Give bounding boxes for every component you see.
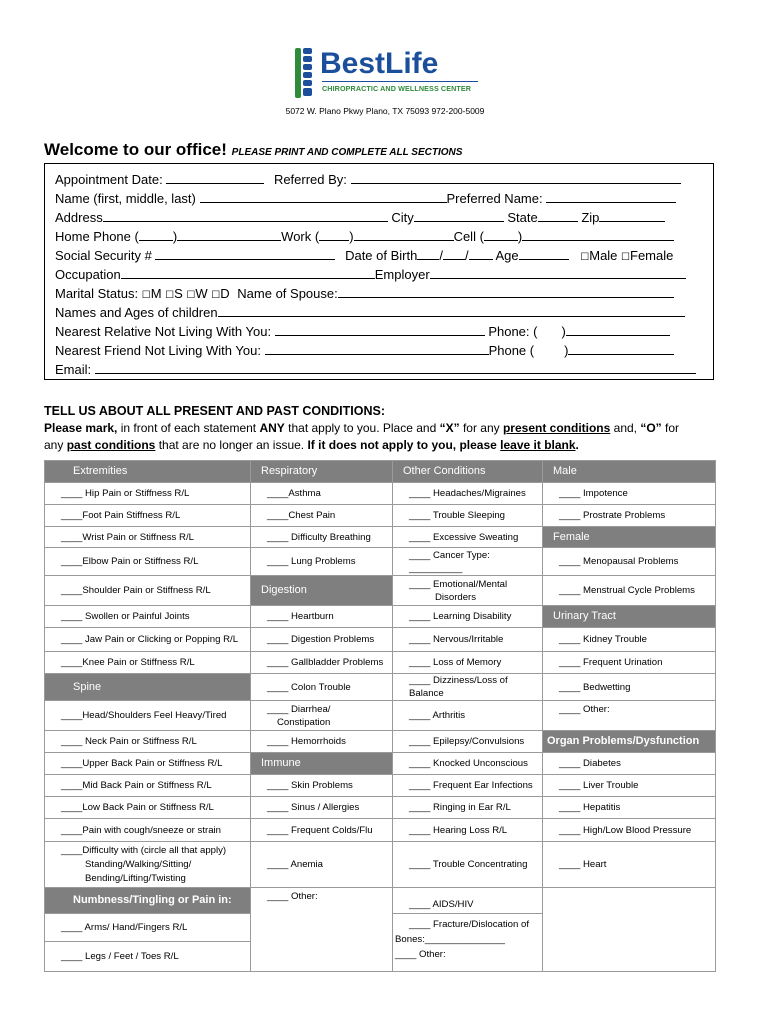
empty-cell (543, 888, 716, 972)
condition-fracture-line2: Bones:_______________ (395, 934, 505, 945)
table-row (45, 674, 716, 701)
referred-by-label: Referred By: (273, 172, 347, 187)
header-extremities: Extremities (45, 461, 251, 483)
header-respiratory: Respiratory (251, 461, 393, 483)
row-name (55, 190, 676, 207)
age-field[interactable] (519, 247, 569, 260)
condition-liver[interactable]: ____ Liver Trouble (543, 775, 716, 797)
header-numbness: Numbness/Tingling or Pain in: (45, 888, 251, 914)
condition-wrist[interactable]: ____Wrist Pain or Stiffness R/L (45, 527, 251, 548)
address-field[interactable] (103, 209, 388, 222)
marital-s-checkbox[interactable]: ☐ (165, 290, 175, 301)
work-area-field[interactable] (319, 228, 349, 241)
condition-sinus[interactable]: ____ Sinus / Allergies (251, 797, 393, 819)
city-label: City (391, 210, 414, 225)
header-spine: Spine (45, 674, 251, 701)
condition-ear-infections[interactable]: ____ Frequent Ear Infections (393, 775, 543, 797)
condition-foot[interactable]: ____Foot Pain Stiffness R/L (45, 505, 251, 527)
marital-status-label: Marital Status: (55, 286, 139, 301)
table-row (45, 753, 716, 775)
welcome-instruction: PLEASE PRINT AND COMPLETE ALL SECTIONS (231, 147, 463, 158)
condition-colds[interactable]: ____ Frequent Colds/Flu (251, 819, 393, 842)
address-label: Address (55, 210, 103, 225)
condition-impotence[interactable]: ____ Impotence (543, 483, 716, 505)
male-checkbox[interactable]: ☐ (580, 252, 590, 263)
patient-info-box (44, 163, 714, 380)
instr-past-conditions: past conditions (66, 438, 156, 452)
condition-kidney[interactable]: ____ Kidney Trouble (543, 628, 716, 652)
instr-blank-note: If it does not apply to you, please (307, 438, 501, 452)
instr-text-1: in front of each statement (117, 421, 260, 435)
table-row (45, 548, 716, 576)
conditions-table (44, 460, 716, 972)
header-digestion: Digestion (251, 576, 393, 606)
condition-epilepsy[interactable]: ____ Epilepsy/Convulsions (393, 731, 543, 753)
condition-learning[interactable]: ____ Learning Disability (393, 606, 543, 628)
condition-legs[interactable]: ____ Legs / Feet / Toes R/L (45, 942, 251, 972)
children-label: Names and Ages of children (55, 305, 218, 320)
dob-month-field[interactable] (417, 247, 439, 260)
dob-year-field[interactable] (469, 247, 493, 260)
condition-difficulty-line1: ____Difficulty with (circle all that apply) (61, 844, 227, 856)
instr-period: . (575, 438, 579, 452)
email-label: Email: (55, 362, 92, 377)
office-address: 5072 W. Plano Pkwy Plano, TX 75093 972-200-5009 (285, 106, 485, 116)
table-row (45, 888, 716, 914)
row-relative: Nearest Relative Not Living With You: Phone: ( ) (55, 323, 670, 340)
marital-d-checkbox[interactable]: ☐ (211, 290, 221, 301)
relative-field[interactable] (275, 323, 485, 336)
table-row (45, 628, 716, 652)
name-label: Name (first, middle, last) (55, 191, 196, 206)
condition-hepatitis[interactable]: ____ Hepatitis (543, 797, 716, 819)
table-row (45, 606, 716, 628)
ssn-field[interactable] (155, 247, 335, 260)
condition-sweating[interactable]: ____ Excessive Sweating (393, 527, 543, 548)
table-row (45, 576, 716, 606)
referred-by-field[interactable] (351, 171, 681, 184)
instr-text-7: that are no longer an issue. (155, 438, 308, 452)
condition-aids[interactable]: ____ AIDS/HIV (393, 888, 543, 914)
condition-hemorrhoids[interactable]: ____ Hemorrhoids (251, 731, 393, 753)
friend-label: Nearest Friend Not Living With You: (55, 343, 261, 358)
zip-field[interactable] (599, 209, 665, 222)
condition-lung[interactable]: ____ Lung Problems (251, 548, 393, 576)
header-other-conditions: Other Conditions (393, 461, 543, 483)
marital-w-checkbox[interactable]: ☐ (186, 290, 196, 301)
row-children (55, 304, 685, 321)
condition-concentrating[interactable]: ____ Trouble Concentrating (393, 842, 543, 888)
condition-cough[interactable]: ____Pain with cough/sneeze or strain (45, 819, 251, 842)
row-ssn: Social Security # Date of Birth / / Age ☐Male ☐Female (55, 248, 674, 263)
condition-fracture[interactable] (393, 914, 543, 972)
condition-fracture-line1: ____ Fracture/Dislocation of (409, 919, 529, 930)
row-address (55, 209, 665, 226)
condition-jaw[interactable]: ____ Jaw Pain or Clicking or Popping R/L (45, 628, 251, 652)
work-phone-field[interactable] (354, 228, 454, 241)
spouse-label: Name of Spouse: (237, 286, 338, 301)
conditions-title: TELL US ABOUT ALL PRESENT AND PAST CONDITIONS: (44, 404, 385, 418)
condition-diabetes[interactable]: ____ Diabetes (543, 753, 716, 775)
condition-head-shoulders[interactable]: ____Head/Shoulders Feel Heavy/Tired (45, 701, 251, 731)
condition-unconscious[interactable]: ____ Knocked Unconscious (393, 753, 543, 775)
condition-anemia[interactable]: ____ Anemia (251, 842, 393, 888)
condition-diarrhea-line1: ____ Diarrhea/ (267, 703, 331, 715)
home-area-field[interactable] (139, 228, 173, 241)
employer-label: Employer (374, 267, 430, 282)
condition-menstrual[interactable]: ____ Menstrual Cycle Problems (543, 576, 716, 606)
welcome-heading (44, 140, 462, 160)
instr-text-6: any (44, 438, 67, 452)
cell-phone-field[interactable] (522, 228, 674, 241)
condition-shoulder[interactable]: ____Shoulder Pain or Stiffness R/L (45, 576, 251, 606)
row-friend: Nearest Friend Not Living With You: Phone ( ) (55, 342, 674, 359)
table-row (45, 775, 716, 797)
header-immune: Immune (251, 753, 393, 775)
instr-text-4: and, (610, 421, 641, 435)
relative-phone-label: Phone: ( (488, 324, 538, 339)
condition-menopausal[interactable]: ____ Menopausal Problems (543, 548, 716, 576)
male-label: Male (589, 248, 618, 263)
preferred-name-label: Preferred Name: (446, 191, 543, 206)
condition-low-back[interactable]: ____Low Back Pain or Stiffness R/L (45, 797, 251, 819)
table-row (45, 461, 716, 483)
zip-label: Zip (581, 210, 600, 225)
condition-asthma[interactable]: ____Asthma (251, 483, 393, 505)
table-row (45, 701, 716, 731)
conditions-instruction-line1 (44, 421, 679, 435)
condition-other-immune[interactable]: ____ Other: (251, 888, 393, 972)
conditions-instruction-line2 (44, 438, 579, 452)
condition-colon[interactable]: ____ Colon Trouble (251, 674, 393, 701)
logo-name: BestLife (320, 47, 439, 80)
occupation-label: Occupation (55, 267, 121, 282)
condition-heartburn[interactable]: ____ Heartburn (251, 606, 393, 628)
condition-arms[interactable]: ____ Arms/ Hand/Fingers R/L (45, 914, 251, 942)
marital-m-label: M (150, 286, 162, 301)
condition-breathing[interactable]: ____ Difficulty Breathing (251, 527, 393, 548)
instr-text-2: that apply to you. Place and (284, 421, 440, 435)
condition-knee[interactable]: ____Knee Pain or Stiffness R/L (45, 652, 251, 674)
female-checkbox[interactable]: ☐ (621, 252, 631, 263)
condition-arthritis[interactable]: ____ Arthritis (393, 701, 543, 731)
condition-neck[interactable]: ____ Neck Pain or Stiffness R/L (45, 731, 251, 753)
table-row (45, 505, 716, 527)
cell-area-field[interactable] (484, 228, 518, 241)
condition-hearing[interactable]: ____ Hearing Loss R/L (393, 819, 543, 842)
condition-sleeping[interactable]: ____ Trouble Sleeping (393, 505, 543, 527)
table-row (45, 652, 716, 674)
condition-digestion-problems[interactable]: ____ Digestion Problems (251, 628, 393, 652)
marital-m-checkbox[interactable]: ☐ (141, 290, 151, 301)
condition-bedwetting[interactable]: ____ Bedwetting (543, 674, 716, 701)
row-phones: Home Phone ( ) Work ( ) Cell ( ) (55, 228, 674, 245)
condition-nervous[interactable]: ____ Nervous/Irritable (393, 628, 543, 652)
row-email (55, 361, 696, 378)
home-phone-field[interactable] (177, 228, 281, 241)
condition-diarrhea-line2: Constipation (277, 716, 331, 728)
instr-leave-blank: leave it blank (500, 438, 576, 452)
header-urinary-tract: Urinary Tract (543, 606, 716, 628)
children-field[interactable] (218, 304, 685, 317)
ssn-label: Social Security # (55, 248, 152, 263)
condition-other-bones: ____ Other: (395, 949, 446, 960)
condition-diarrhea[interactable] (251, 701, 393, 731)
friend-phone-label: Phone ( (488, 343, 535, 358)
spouse-field[interactable] (338, 285, 674, 298)
instr-o: “O” (640, 421, 662, 435)
condition-mid-back[interactable]: ____Mid Back Pain or Stiffness R/L (45, 775, 251, 797)
instr-text-5: for (661, 421, 680, 435)
condition-dizziness[interactable]: ____ Dizziness/Loss of Balance (393, 674, 543, 701)
condition-difficulty-line3: Bending/Lifting/Twisting (85, 872, 186, 884)
header-female: Female (543, 527, 716, 548)
logo-rule (322, 81, 478, 82)
age-label: Age (495, 248, 519, 263)
marital-s-label: S (174, 286, 183, 301)
table-row (45, 731, 716, 753)
friend-phone-field[interactable] (568, 342, 674, 355)
occupation-field[interactable] (121, 266, 375, 279)
female-label: Female (630, 248, 674, 263)
relative-label: Nearest Relative Not Living With You: (55, 324, 272, 339)
row-occupation (55, 266, 686, 283)
condition-headaches[interactable]: ____ Headaches/Migraines (393, 483, 543, 505)
dob-day-field[interactable] (443, 247, 465, 260)
condition-cancer[interactable]: ____ Cancer Type: __________ (393, 548, 543, 576)
welcome-title: Welcome to our office! (44, 140, 227, 159)
instr-please-mark: Please mark, (44, 421, 118, 435)
marital-w-label: W (195, 286, 208, 301)
condition-elbow[interactable]: ____Elbow Pain or Stiffness R/L (45, 548, 251, 576)
condition-skin[interactable]: ____ Skin Problems (251, 775, 393, 797)
instr-present-conditions: present conditions (502, 421, 611, 435)
condition-emotional-line2: Disorders (435, 591, 477, 603)
instr-x: “X” (439, 421, 460, 435)
condition-upper-back[interactable]: ____Upper Back Pain or Stiffness R/L (45, 753, 251, 775)
instr-text-3: for any (459, 421, 503, 435)
row-appointment (55, 171, 681, 188)
state-field[interactable] (538, 209, 578, 222)
state-label: State (507, 210, 538, 225)
table-row (45, 819, 716, 842)
table-row (45, 842, 716, 888)
home-phone-label: Home Phone ( (55, 229, 139, 244)
dob-label: Date of Birth (345, 248, 418, 263)
condition-chest[interactable]: ____Chest Pain (251, 505, 393, 527)
appointment-date-field[interactable] (166, 171, 264, 184)
relative-phone-field[interactable] (566, 323, 670, 336)
city-field[interactable] (414, 209, 504, 222)
condition-ringing[interactable]: ____ Ringing in Ear R/L (393, 797, 543, 819)
condition-difficulty-line2: Standing/Walking/Sitting/ (85, 858, 192, 870)
row-marital (55, 285, 674, 304)
condition-difficulty[interactable] (45, 842, 251, 888)
header-organ-problems: Organ Problems/Dysfunction (543, 731, 716, 753)
condition-swollen[interactable]: ____ Swollen or Painful Joints (45, 606, 251, 628)
header-male: Male (543, 461, 716, 483)
work-label: Work ( (281, 229, 320, 244)
appointment-date-label: Appointment Date: (55, 172, 163, 187)
email-field[interactable] (95, 361, 696, 374)
logo (292, 46, 482, 102)
condition-emotional-line1: ____ Emotional/Mental (409, 578, 508, 590)
condition-prostrate[interactable]: ____ Prostrate Problems (543, 505, 716, 527)
spine-logo-icon (292, 46, 318, 100)
condition-hip[interactable]: ____ Hip Pain or Stiffness R/L (45, 483, 251, 505)
condition-emotional[interactable] (393, 576, 543, 606)
instr-any: ANY (259, 421, 285, 435)
condition-heart[interactable]: ____ Heart (543, 842, 716, 888)
table-row (45, 797, 716, 819)
marital-d-label: D (220, 286, 230, 301)
condition-memory[interactable]: ____ Loss of Memory (393, 652, 543, 674)
table-row (45, 483, 716, 505)
condition-gallbladder[interactable]: ____ Gallbladder Problems (251, 652, 393, 674)
condition-blood-pressure[interactable]: ____ High/Low Blood Pressure (543, 819, 716, 842)
condition-urination[interactable]: ____ Frequent Urination (543, 652, 716, 674)
preferred-name-field[interactable] (546, 190, 676, 203)
name-field[interactable] (200, 190, 447, 203)
employer-field[interactable] (430, 266, 686, 279)
friend-field[interactable] (265, 342, 489, 355)
table-row (45, 527, 716, 548)
cell-label: Cell ( (453, 229, 484, 244)
condition-other-male[interactable]: ____ Other: (543, 701, 716, 731)
logo-tagline: CHIROPRACTIC AND WELLNESS CENTER (322, 84, 472, 93)
